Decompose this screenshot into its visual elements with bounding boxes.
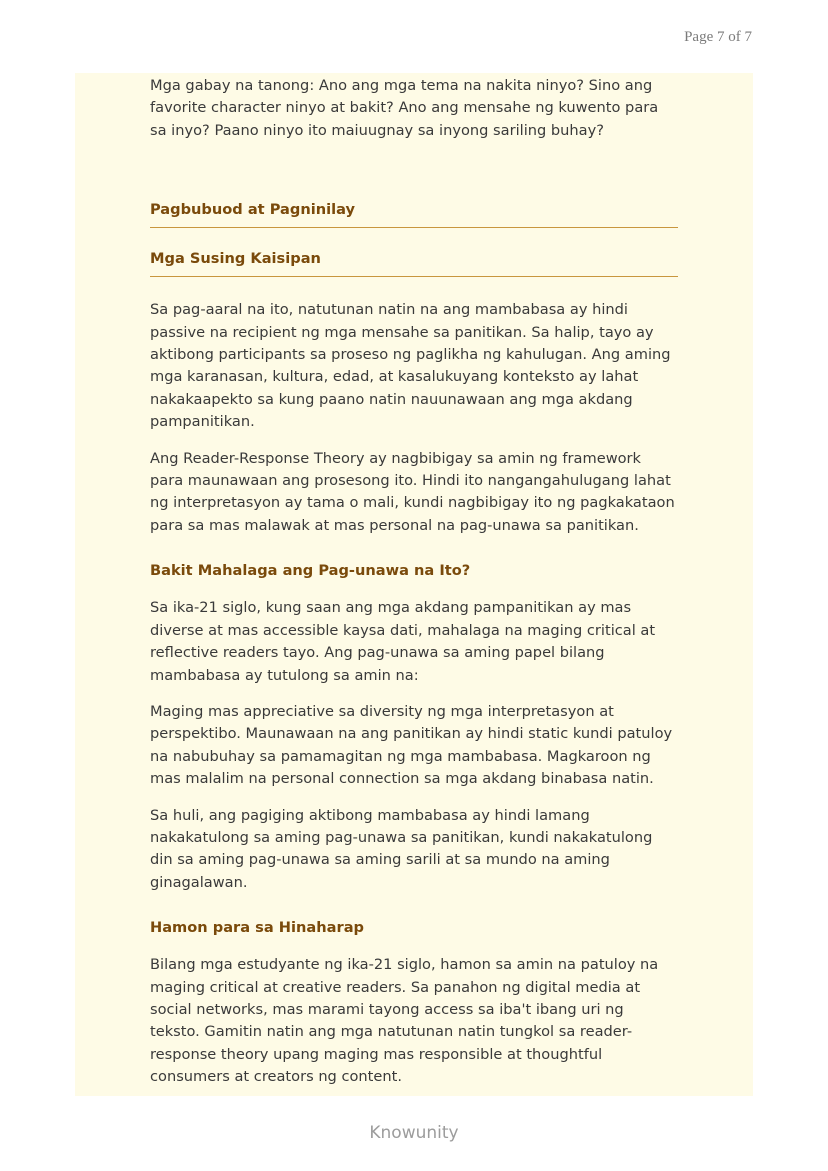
guide-questions-paragraph: Mga gabay na tanong: Ano ang mga tema na nakita ninyo? Sino ang favorite character ninyo at bakit? Ano ang mensahe ng kuwento para sa inyo? Paano ninyo ito maiuugnay sa inyong sariling buhay? [150,77,659,139]
summary-paragraph: Ang Reader-Response Theory ay nagbibigay sa amin ng framework para maunawaan ang prosesong ito. Hindi ito nangangahulugang lahat ng interpretasyon ay tama o mali, kundi nagbibigay ito ng pagkakataon para sa mas malawak at mas personal na pag-unawa sa panitikan. [150,449,675,534]
summary-heading: Pagbubuod at Pagninilay [150,199,678,228]
summary-paragraph: Sa pag-aaral na ito, natutunan natin na ang mambabasa ay hindi passive na recipient ng mga mensahe sa panitikan. Sa halip, tayo ay aktibong participants sa proseso ng paglikha ng kahulugan. Ang aming mga karanasan, kultura, edad, at kasalukuyang konteksto ay lahat nakakaapekto sa kung paano natin nauunawaan ang mga akdang pampanitikan. [150,301,671,431]
importance-paragraph: Maging mas appreciative sa diversity ng mga interpretasyon at perspektibo. Maunawaan na ang panitikan ay hindi static kundi patuloy na nabubuhay sa pamamagitan ng mga mambabasa. Magkaroon ng mas malalim na personal connection sa mga akdang binabasa natin. [150,702,673,788]
page-number: Page 7 of 7 [684,29,752,45]
document-content [150,73,678,1089]
key-ideas-heading: Mga Susing Kaisipan [150,248,678,277]
importance-paragraph: Sa ika-21 siglo, kung saan ang mga akdang pampanitikan ay mas diverse at mas accessible kaysa dati, mahalaga na maging critical at reflective readers tayo. Ang pag-unawa sa aming papel bilang mambabasa ay tutulong sa amin na: [150,599,656,684]
document-page [75,73,753,1096]
challenge-heading: Hamon para sa Hinaharap [150,919,364,937]
importance-paragraph: Sa huli, ang pagiging aktibong mambabasa ay hindi lamang nakakatulong sa aming pag-unawa sa panitikan, kundi nakakatulong din sa aming pag-unawa sa aming sarili at sa mundo na aming ginagalawan. [150,806,653,891]
importance-heading: Bakit Mahalaga ang Pag-unawa na Ito? [150,562,471,580]
challenge-paragraph: Bilang mga estudyante ng ika-21 siglo, hamon sa amin na patuloy na maging critical at creative readers. Sa panahon ng digital media at social networks, mas marami tayong access sa iba't ibang uri ng teksto. Gamitin natin ang mga natutunan natin tungkol sa reader-response theory upang maging mas responsible at thoughtful consumers at creators ng content. [150,956,659,1086]
footer-brand: Knowunity [369,1123,459,1143]
